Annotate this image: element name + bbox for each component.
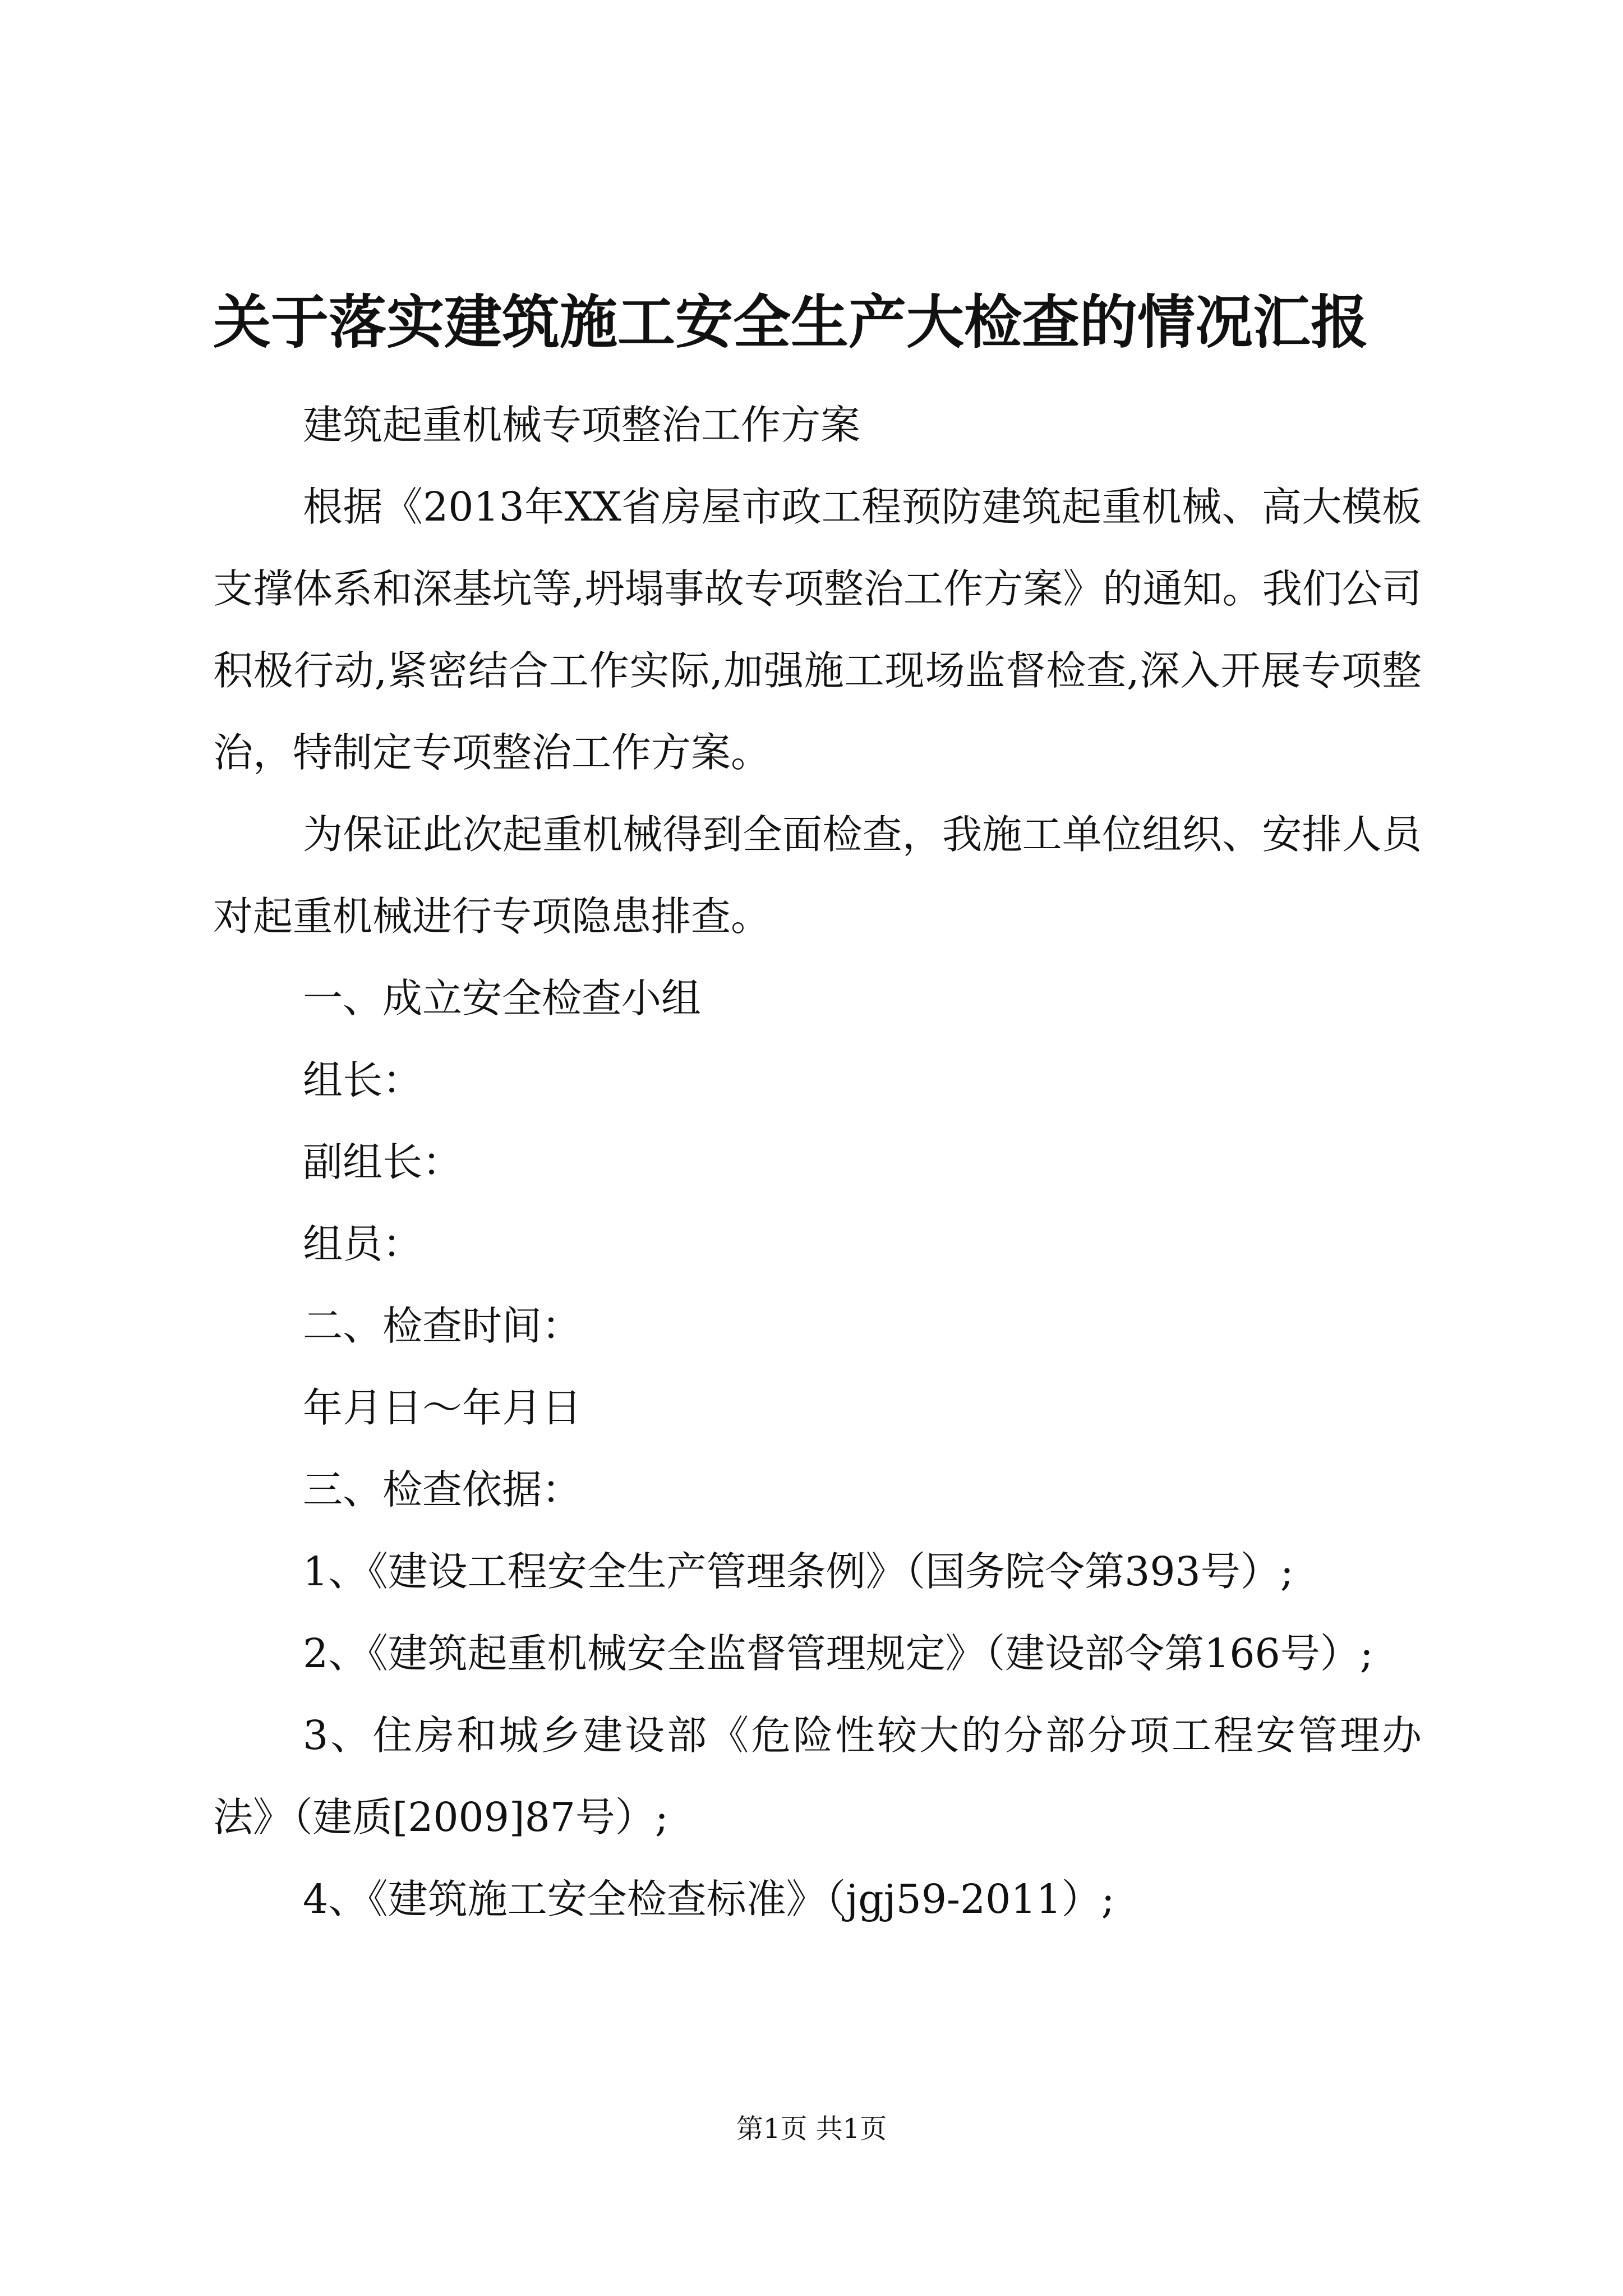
paragraph-basis: 根据《2013年XX省房屋市政工程预防建筑起重机械、高大模板支撑体系和深基坑等,坍塌事故专项整治工作方案》的通知。我们公司积极行动,紧密结合工作实际,加强施工现场监督检查,深入开展专项整治，特制定专项整治工作方案。 bbox=[213, 484, 1422, 776]
section-heading-basis: 三、检查依据： bbox=[303, 1466, 582, 1513]
basis-item-1: 1、《建设工程安全生产管理条例》（国务院令第393号）; bbox=[303, 1548, 1294, 1595]
document-title: 关于落实建筑施工安全生产大检查的情况汇报 bbox=[213, 288, 1368, 356]
basis-item-2: 2、《建筑起重机械安全监督管理规定》（建设部令第166号）; bbox=[303, 1630, 1373, 1677]
section-heading-team: 一、成立安全检查小组 bbox=[303, 975, 702, 1022]
inspection-date-range: 年月日～年月日 bbox=[303, 1384, 582, 1431]
team-leader-line: 组长： bbox=[303, 1057, 423, 1103]
team-members-line: 组员： bbox=[303, 1221, 423, 1267]
page-footer: 第1页 共1页 bbox=[736, 2113, 887, 2145]
team-deputy-line: 副组长： bbox=[303, 1139, 463, 1185]
paragraph-subtitle: 建筑起重机械专项整治工作方案 bbox=[303, 402, 861, 448]
basis-item-3: 3、住房和城乡建设部《危险性较大的分部分项工程安管理办法》（建质[2009]87号）; bbox=[213, 1712, 1422, 1841]
document-body bbox=[213, 384, 1422, 1940]
paragraph-purpose: 为保证此次起重机械得到全面检查，我施工单位组织、安排人员对起重机械进行专项隐患排查。 bbox=[213, 811, 1422, 940]
basis-item-4: 4、《建筑施工安全检查标准》（jgj59-2011）; bbox=[303, 1876, 1115, 1922]
section-heading-time: 二、检查时间： bbox=[303, 1303, 582, 1349]
